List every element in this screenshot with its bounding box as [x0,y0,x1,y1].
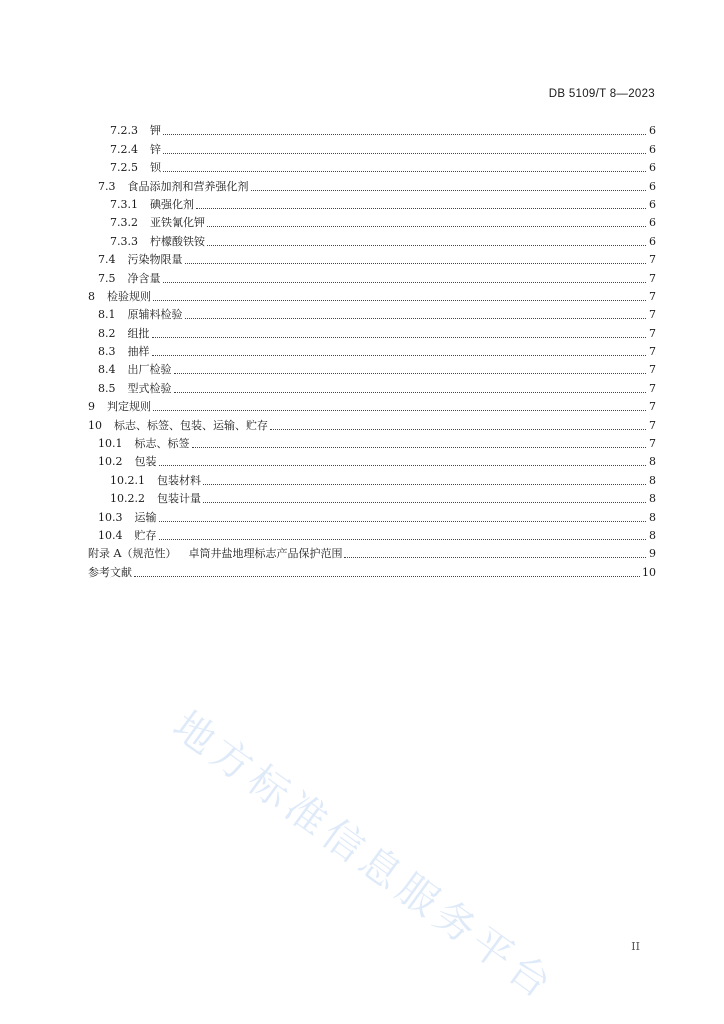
toc-entry-title: 污染物限量 [127,253,183,267]
toc-entry-number: 7.3.2 [110,216,138,230]
toc-entry-page: 9 [649,547,656,561]
toc-leader-dots [192,447,647,448]
toc-entry-number: 7.3.3 [110,234,138,248]
toc-leader-dots [203,484,646,485]
toc-entry-page: 7 [649,418,656,432]
toc-entry-page: 6 [649,216,656,230]
toc-entry-number: 7.3 [98,179,116,193]
toc-entry[interactable] [88,212,656,230]
toc-leader-dots [270,429,646,430]
toc-leader-dots [174,373,647,374]
toc-entry-page: 10 [642,565,656,579]
toc-leader-dots [207,245,646,246]
toc-entry-page: 7 [649,289,656,303]
toc-entry-page: 7 [649,400,656,414]
toc-entry-page: 6 [649,179,656,193]
toc-leader-dots [159,539,647,540]
toc-entry[interactable] [88,451,656,469]
toc-leader-dots [185,318,647,319]
toc-entry-page: 7 [649,345,656,359]
toc-entry[interactable] [88,341,656,359]
toc-entry[interactable] [88,433,656,451]
toc-entry-page: 7 [649,271,656,285]
toc-entry-title: 柠檬酸铁铵 [150,234,205,248]
toc-leader-dots [203,502,646,503]
toc-entry-page: 8 [649,455,656,469]
table-of-contents [88,120,656,580]
toc-entry-page: 8 [649,528,656,542]
toc-entry[interactable] [88,157,656,175]
toc-entry-title: 亚铁氰化钾 [150,216,205,230]
toc-leader-dots [163,134,646,135]
toc-entry-page: 7 [649,253,656,267]
toc-entry-number: 7.4 [98,253,116,267]
toc-entry-title: 食品添加剂和营养强化剂 [127,179,249,193]
toc-entry-number: 8.3 [98,345,116,359]
toc-entry[interactable] [88,543,656,561]
toc-entry-number: 7.5 [98,271,116,285]
toc-entry[interactable] [88,175,656,193]
toc-entry-number: 8.5 [98,381,116,395]
toc-entry-title: 包装 [134,455,157,469]
toc-entry-title: 判定规则 [107,400,151,414]
toc-entry-number: 7.3.1 [110,197,138,211]
toc-entry-title: 型式检验 [127,381,172,395]
toc-entry-title: 贮存 [134,528,157,542]
toc-entry-number: 附录 A（规范性） [88,547,177,561]
toc-leader-dots [152,355,647,356]
toc-entry-page: 7 [649,437,656,451]
toc-entry[interactable] [88,120,656,138]
toc-entry-number: 10.2.1 [110,473,145,487]
page-number: II [631,940,640,953]
toc-entry-number: 8.2 [98,326,116,340]
watermark-text: 地方标准信息服务平台 [164,702,564,1011]
toc-leader-dots [153,300,646,301]
toc-leader-dots [163,171,646,172]
toc-entry-title: 原辅料检验 [127,308,183,322]
toc-entry-page: 7 [649,363,656,377]
toc-entry[interactable] [88,267,656,285]
toc-entry-number: 10.2 [98,455,123,469]
toc-entry[interactable] [88,396,656,414]
toc-entry[interactable] [88,469,656,487]
toc-entry[interactable] [88,359,656,377]
toc-entry-number: 8.1 [98,308,116,322]
toc-entry-number: 10.3 [98,510,123,524]
toc-entry-number: 10.4 [98,528,123,542]
toc-entry-page: 6 [649,142,656,156]
toc-entry-title: 锌 [150,142,161,156]
toc-entry[interactable] [88,414,656,432]
document-id: DB 5109/T 8—2023 [548,88,655,100]
toc-entry-title: 包装材料 [157,473,201,487]
toc-entry-title: 参考文献 [88,565,132,579]
toc-leader-dots [159,465,647,466]
toc-entry-title: 出厂检验 [127,363,172,377]
toc-leader-dots [196,208,646,209]
toc-leader-dots [159,521,647,522]
toc-entry-page: 8 [649,510,656,524]
toc-entry-number: 9 [88,400,95,414]
toc-leader-dots [134,576,640,577]
toc-entry-page: 7 [649,326,656,340]
toc-entry-title: 卓筒井盐地理标志产品保护范围 [188,547,343,561]
toc-entry[interactable] [88,249,656,267]
toc-entry-title: 钡 [150,161,161,175]
toc-entry-title: 标志、标签、包装、运输、贮存 [114,418,268,432]
toc-entry[interactable] [88,525,656,543]
toc-entry-title: 运输 [134,510,157,524]
toc-leader-dots [163,153,646,154]
toc-entry[interactable] [88,138,656,156]
toc-entry-title: 标志、标签 [134,437,190,451]
toc-entry[interactable] [88,322,656,340]
toc-entry-number: 8 [88,289,95,303]
toc-entry-title: 碘强化剂 [150,197,194,211]
toc-entry[interactable] [88,561,656,579]
toc-entry[interactable] [88,506,656,524]
toc-entry-number: 7.2.3 [110,124,138,138]
toc-entry-title: 抽样 [127,345,150,359]
toc-leader-dots [152,337,647,338]
toc-entry-page: 7 [649,308,656,322]
toc-entry-title: 净含量 [127,271,161,285]
toc-entry[interactable] [88,230,656,248]
toc-entry-number: 10.1 [98,437,123,451]
toc-entry-number: 10.2.2 [110,492,145,506]
toc-leader-dots [185,263,647,264]
toc-leader-dots [174,392,647,393]
toc-entry[interactable] [88,304,656,322]
toc-entry-page: 6 [649,161,656,175]
toc-entry-title: 包装计量 [157,492,201,506]
toc-entry[interactable] [88,286,656,304]
toc-entry[interactable] [88,194,656,212]
toc-entry-page: 8 [649,492,656,506]
toc-leader-dots [207,226,646,227]
toc-entry-title: 检验规则 [107,289,151,303]
toc-entry-page: 6 [649,234,656,248]
toc-entry[interactable] [88,488,656,506]
toc-leader-dots [344,557,646,558]
toc-entry-page: 6 [649,124,656,138]
toc-leader-dots [163,282,647,283]
toc-entry-number: 8.4 [98,363,116,377]
toc-entry-number: 7.2.4 [110,142,138,156]
toc-entry-page: 8 [649,473,656,487]
toc-entry[interactable] [88,377,656,395]
toc-entry-title: 钾 [150,124,161,138]
toc-leader-dots [153,410,646,411]
toc-leader-dots [251,190,647,191]
toc-entry-title: 组批 [127,326,150,340]
toc-entry-page: 7 [649,381,656,395]
toc-entry-number: 7.2.5 [110,161,138,175]
toc-entry-number: 10 [88,418,102,432]
toc-entry-page: 6 [649,197,656,211]
